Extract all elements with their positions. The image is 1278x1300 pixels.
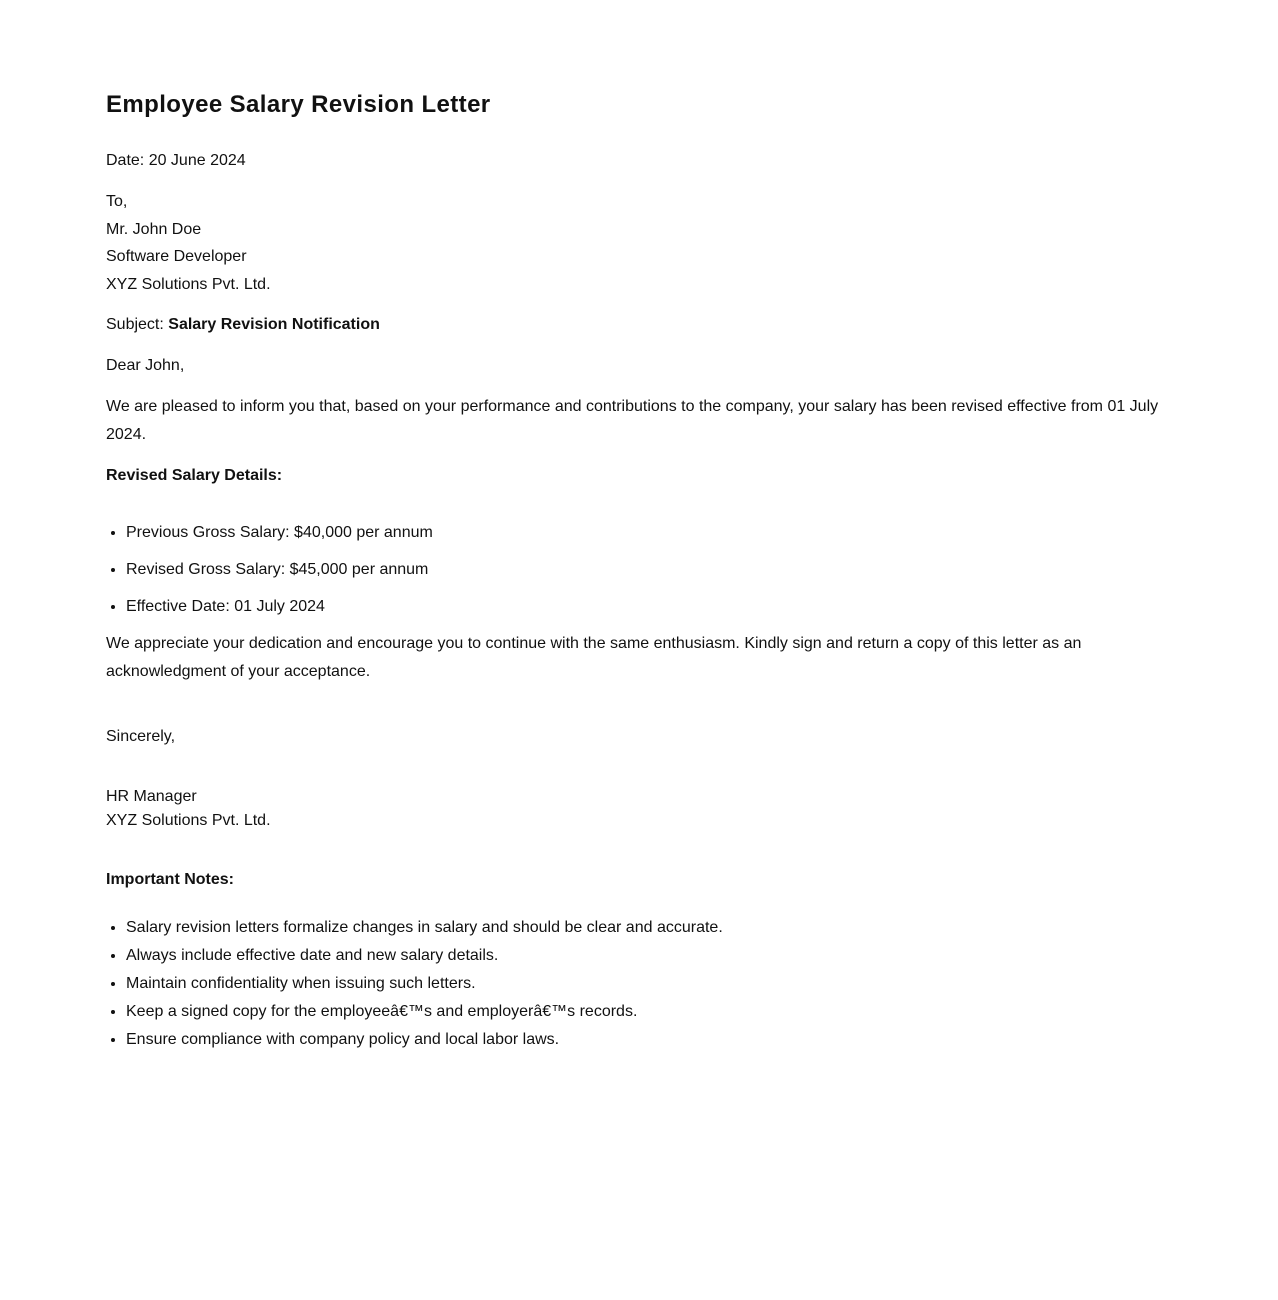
list-item: • Revised Gross Salary: $45,000 per annum: [126, 556, 1172, 584]
signature-block: [106, 785, 1172, 833]
signature-role: HR Manager: [106, 788, 197, 805]
closing-paragraph: We appreciate your dedication and encourage you to continue with the same enthusiasm. Kindly sign and return a copy of this letter as an acknowledgment of your acceptance.: [106, 635, 1082, 680]
letter-date: Date: 20 June 2024: [106, 152, 246, 169]
recipient-company: XYZ Solutions Pvt. Ltd.: [106, 275, 271, 293]
subject-label: Subject:: [106, 316, 164, 333]
recipient-block: [106, 188, 1172, 298]
list-item: • Effective Date: 01 July 2024: [126, 593, 1172, 621]
list-item: • Keep a signed copy for the employeeâ€™s and employerâ€™s records.: [126, 998, 1172, 1026]
salary-details-list: [106, 519, 1172, 621]
salary-details-heading: Revised Salary Details:: [106, 467, 283, 484]
notes-list: [106, 914, 1172, 1054]
intro-paragraph: We are pleased to inform you that, based on your performance and contributions to the company, your salary has been revised effective from 01 July 2024.: [106, 398, 1159, 443]
page-title: Employee Salary Revision Letter: [106, 91, 491, 118]
recipient-name: Mr. John Doe: [106, 220, 202, 238]
subject-line: [106, 311, 1172, 339]
list-item: • Ensure compliance with company policy and local labor laws.: [126, 1026, 1172, 1054]
list-item: • Maintain confidentiality when issuing such letters.: [126, 970, 1172, 998]
list-item: • Always include effective date and new salary details.: [126, 942, 1172, 970]
list-item: • Salary revision letters formalize changes in salary and should be clear and accurate.: [126, 914, 1172, 942]
notes-heading: Important Notes:: [106, 871, 234, 888]
subject-value: Salary Revision Notification: [168, 316, 380, 333]
recipient-position: Software Developer: [106, 248, 247, 265]
signature-company: XYZ Solutions Pvt. Ltd.: [106, 812, 271, 829]
recipient-salutation: To,: [106, 193, 128, 210]
sign-off: Sincerely,: [106, 728, 176, 745]
greeting: Dear John,: [106, 357, 185, 374]
list-item: • Previous Gross Salary: $40,000 per annum: [126, 519, 1172, 547]
